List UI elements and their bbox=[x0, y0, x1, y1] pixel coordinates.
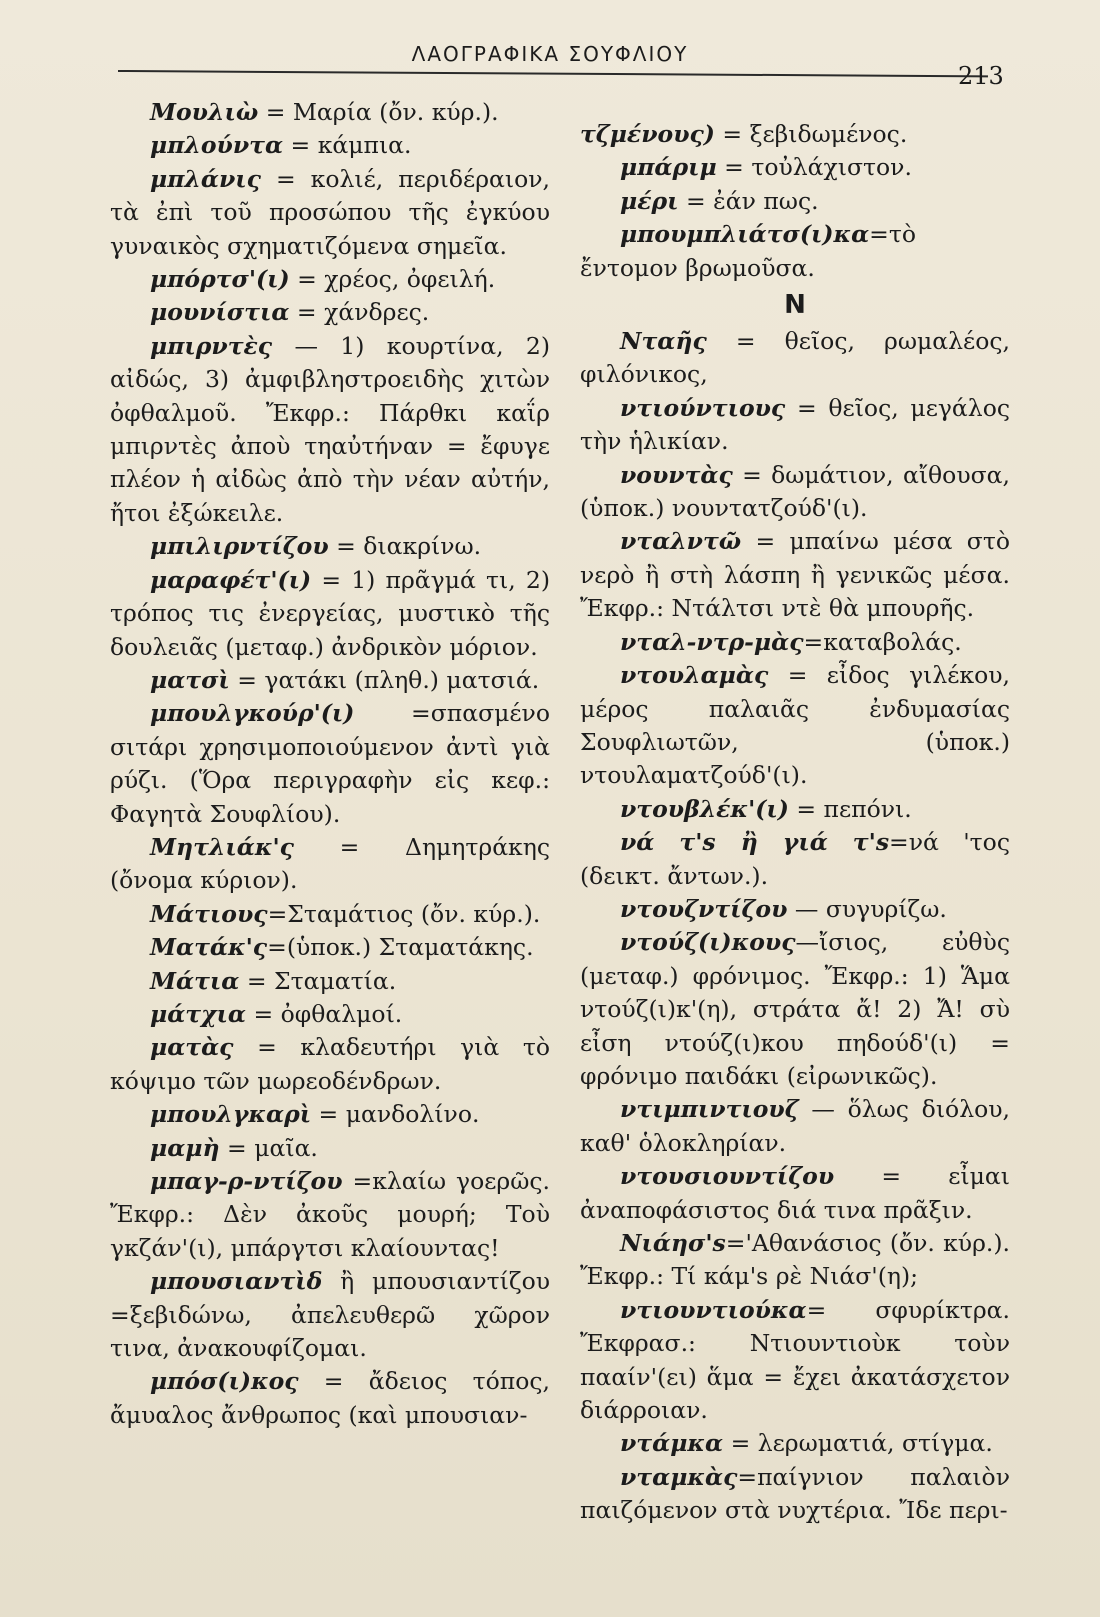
entry-definition: =καταβολάς. bbox=[803, 627, 962, 656]
dictionary-entry bbox=[110, 1265, 550, 1365]
dictionary-entry bbox=[110, 1165, 550, 1265]
dictionary-entry bbox=[580, 1160, 1010, 1227]
page-number: 213 bbox=[958, 62, 1004, 90]
dictionary-entry bbox=[110, 664, 550, 697]
entry-headword: Μητλιάκ'ς bbox=[150, 832, 294, 861]
entry-headword: μαμὴ bbox=[150, 1133, 220, 1162]
dictionary-entry bbox=[580, 926, 1010, 1093]
entry-definition: = θεῖος, μεγάλος τὴν ἡλικίαν. bbox=[580, 393, 1010, 456]
dictionary-entry bbox=[110, 96, 550, 129]
entry-definition: ἢ μπουσιαντίζου =ξεβιδώνω, ἀπελευθερῶ χῶρον τινα, ἀνακουφίζομαι. bbox=[110, 1267, 550, 1363]
left-column bbox=[110, 96, 550, 1432]
entry-definition: =νά 'τος (δεικτ. ἄντων.). bbox=[580, 828, 1010, 890]
dictionary-entry bbox=[580, 1427, 1010, 1460]
entry-headword: ντουλαμὰς bbox=[620, 661, 769, 690]
dictionary-entry bbox=[580, 525, 1010, 625]
entry-headword: ματὰς bbox=[150, 1033, 234, 1062]
entry-definition: = χρέος, ὀφειλή. bbox=[289, 265, 496, 294]
dictionary-entry bbox=[110, 263, 550, 296]
dictionary-entry bbox=[110, 697, 550, 831]
dictionary-entry bbox=[580, 218, 1010, 285]
running-title: ΛΑΟΓΡΑΦΙΚΑ ΣΟΥΦΛΙΟΥ bbox=[411, 42, 689, 66]
entry-definition: = κάμπια. bbox=[283, 131, 412, 160]
entry-headword: μπλούντα bbox=[150, 131, 284, 160]
entry-definition: = θεῖος, ρωμαλέος, φιλόνικος, bbox=[580, 327, 1010, 389]
dictionary-entry bbox=[110, 530, 550, 563]
entry-definition: = μαῖα. bbox=[219, 1133, 318, 1162]
entry-definition: = τοὐλάχιστον. bbox=[716, 153, 912, 182]
dictionary-entry bbox=[580, 793, 1010, 826]
entry-definition: = κλαδευτήρι γιὰ τὸ κόψιμο τῶν μωρεοδένδρων. bbox=[110, 1033, 550, 1095]
entry-definition: —ἴσιος, εὐθὺς (μεταφ.) φρόνιμος. Ἔκφρ.: 1) Ἅμα ντούζ(ι)κ'(η), στράτα ἄ! 2) Ἄ! σὺ εἶση ντούζ(ι)κου πηδούδ'(ι) = φρόνιμο παιδάκι (εἰρωνικῶς). bbox=[580, 928, 1010, 1090]
entry-headword: μέρι bbox=[620, 186, 679, 215]
entry-headword: Μάτιους bbox=[150, 899, 268, 928]
entry-definition: = ἐάν πως. bbox=[678, 186, 819, 215]
entry-definition: = εἶδος γιλέκου, μέρος παλαιᾶς ἐνδυμασίας Σουφλιωτῶν, (ὑποκ.) ντουλαματζούδ'(ι). bbox=[580, 661, 1010, 790]
entry-definition: = Δημητράκης (ὄνομα κύριον). bbox=[110, 832, 550, 895]
entry-definition: = κολιέ, περιδέραιον, τὰ ἐπὶ τοῦ προσώπου τῆς ἐγκύου γυναικὸς σχηματιζόμενα σημεῖα. bbox=[110, 164, 550, 260]
entry-headword: μπουλγκαρὶ bbox=[150, 1100, 312, 1129]
dictionary-entry bbox=[580, 1227, 1010, 1294]
dictionary-entry bbox=[580, 459, 1010, 526]
entry-definition: — 1) κουρτίνα, 2) αἰδώς, 3) ἀμφιβληστροειδὴς χιτὼν ὀφθαλμοῦ. Ἔκφρ.: Πάρθκι καΐρ μπιρντὲς ἀποὺ τηαὐτήναν = ἔφυγε πλέον ἡ αἰδὼς ἀπὸ τὴν νέαν αὐτήν, ἤτοι ἐξώκειλε. bbox=[110, 331, 550, 527]
entry-headword: μπλάνις bbox=[150, 164, 261, 193]
entry-definition: = Μαρία (ὄν. κύρ.). bbox=[258, 98, 499, 126]
entry-headword: μπιλιρντίζου bbox=[150, 532, 329, 561]
entry-definition: =τὸ ἔντομον βρωμοῦσα. bbox=[580, 220, 917, 282]
entry-definition: — συγυρίζω. bbox=[787, 894, 947, 923]
entry-headword: ντιουντιούκα bbox=[620, 1295, 807, 1324]
entry-headword: ντάμκα bbox=[620, 1429, 724, 1458]
dictionary-entry bbox=[110, 163, 550, 263]
dictionary-entry bbox=[110, 965, 550, 998]
entry-headword: ντουσιουντίζου bbox=[620, 1162, 835, 1191]
entry-headword: νουντὰς bbox=[620, 460, 733, 489]
entry-headword: ντιούντιους bbox=[620, 393, 786, 422]
entry-headword: ντούζ(ι)κους bbox=[620, 928, 796, 957]
dictionary-entry bbox=[110, 129, 550, 162]
dictionary-entry bbox=[580, 118, 1010, 151]
dictionary-entry bbox=[110, 898, 550, 931]
dictionary-entry bbox=[110, 1098, 550, 1131]
dictionary-entry bbox=[110, 998, 550, 1031]
dictionary-entry bbox=[110, 330, 550, 530]
entry-headword: Ματάκ'ς bbox=[150, 933, 268, 962]
entry-headword: μουνίστια bbox=[150, 298, 290, 327]
entry-definition: = πεπόνι. bbox=[788, 794, 912, 823]
dictionary-entry bbox=[580, 185, 1010, 218]
dictionary-entry bbox=[580, 659, 1010, 793]
dictionary-entry bbox=[580, 626, 1010, 659]
entry-headword: νταλ-ντρ-μὰς bbox=[620, 627, 804, 656]
dictionary-entry bbox=[580, 893, 1010, 926]
entry-headword: μπόρτσ'(ι) bbox=[150, 265, 290, 294]
entry-headword: μπόσ(ι)κος bbox=[150, 1367, 299, 1396]
entry-headword: μαραφέτ'(ι) bbox=[150, 565, 312, 594]
entry-headword: ντιμπιντιουζ bbox=[620, 1095, 799, 1124]
entry-definition: =(ὑποκ.) Σταματάκης. bbox=[267, 933, 534, 962]
entry-headword: Μάτια bbox=[150, 966, 240, 995]
entry-definition: = 1) πρᾶγμά τι, 2) τρόπος τις ἐνεργείας, μυστικὸ τῆς δουλειᾶς (μεταφ.) ἀνδρικὸν μόριον. bbox=[110, 565, 550, 661]
dictionary-entry bbox=[580, 1093, 1010, 1160]
dictionary-entry bbox=[580, 1294, 1010, 1428]
entry-headword: Νιάησ's bbox=[620, 1229, 726, 1257]
entry-definition: =παίγνιον παλαιὸν παιζόμενον στὰ νυχτέρια. Ἴδε περι- bbox=[580, 1462, 1010, 1525]
dictionary-entry bbox=[110, 1365, 550, 1432]
entry-definition: — ὅλως διόλου, καθ' ὁλοκληρίαν. bbox=[580, 1095, 1010, 1157]
dictionary-entry bbox=[110, 1031, 550, 1098]
dictionary-entry bbox=[580, 826, 1010, 893]
entry-definition: ='Αθανάσιος (ὄν. κύρ.). Ἔκφρ.: Τί κάμ's ρὲ Νιάσ'(η); bbox=[580, 1229, 1010, 1291]
entry-definition: = μπαίνω μέσα στὸ νερὸ ἢ στὴ λάσπη ἢ γενικῶς μέσα. Ἔκφρ.: Ντάλτσι ντὲ θὰ μπουρῆς. bbox=[580, 527, 1010, 623]
entry-definition: = Σταματία. bbox=[239, 966, 397, 995]
entry-definition: = εἶμαι ἀναποφάσιστος διά τινα πρᾶξιν. bbox=[580, 1162, 1010, 1224]
entry-headword: μπάριμ bbox=[620, 153, 717, 182]
entry-headword: νά τ's ἢ γιά τ's bbox=[620, 828, 890, 857]
entry-headword: τζμένους) bbox=[580, 120, 715, 148]
entry-headword: Νταῆς bbox=[620, 327, 707, 356]
right-column bbox=[580, 118, 1010, 1528]
dictionary-entry bbox=[110, 296, 550, 329]
header-rule bbox=[118, 70, 988, 77]
entry-headword: ντουβλέκ'(ι) bbox=[620, 794, 789, 823]
entry-headword: ματσὶ bbox=[150, 665, 230, 694]
dictionary-entry bbox=[580, 392, 1010, 459]
dictionary-entry bbox=[580, 1461, 1010, 1528]
entry-definition: = ὀφθαλμοί. bbox=[246, 999, 403, 1028]
entry-headword: μπαγ-ρ-ντίζου bbox=[150, 1167, 343, 1195]
dictionary-entry bbox=[110, 564, 550, 664]
entry-definition: =σπασμένο σιτάρι χρησιμοποιούμενον ἀντὶ γιὰ ρύζι. (Ὅρα περιγραφὴν εἰς κεφ.: Φαγητὰ Σουφλίου). bbox=[110, 699, 550, 828]
entry-headword: μάτχια bbox=[150, 999, 247, 1028]
entry-definition: = ἄδειος τόπος, ἄμυαλος ἄνθρωπος (καὶ μπουσιαν- bbox=[110, 1367, 550, 1429]
entry-headword: Μουλιὼ bbox=[150, 98, 259, 126]
entry-headword: νταλντῶ bbox=[620, 527, 742, 556]
dictionary-entry bbox=[580, 151, 1010, 184]
entry-definition: =Σταμάτιος (ὄν. κύρ.). bbox=[267, 899, 541, 928]
dictionary-entry bbox=[110, 1132, 550, 1165]
section-letter: Ν bbox=[784, 290, 806, 321]
entry-definition: = μανδολίνο. bbox=[311, 1100, 480, 1129]
dictionary-entry bbox=[580, 325, 1010, 392]
entry-headword: ντουζντίζου bbox=[620, 894, 788, 923]
entry-definition: = λερωματιά, στίγμα. bbox=[723, 1429, 993, 1458]
entry-headword: μπουμπλιάτσ(ι)κα bbox=[620, 220, 870, 249]
dictionary-entry bbox=[110, 931, 550, 964]
entry-headword: μπουσιαντὶδ bbox=[150, 1267, 323, 1296]
entry-definition: = διακρίνω. bbox=[328, 532, 482, 561]
entry-headword: μπιρντὲς bbox=[150, 331, 273, 360]
entry-definition: = ξεβιδωμένος. bbox=[714, 120, 908, 148]
dictionary-entry bbox=[110, 831, 550, 898]
entry-headword: νταμκὰς bbox=[620, 1462, 738, 1491]
entry-definition: =κλαίω γοερῶς. Ἔκφρ.: Δὲν ἀκοῦς μουρή; Τοὺ γκζάν'(ι), μπάργτσι κλαίουντας! bbox=[110, 1167, 550, 1262]
entry-definition: = χάνδρες. bbox=[289, 298, 430, 327]
entry-definition: = σφυρίκτρα. Ἔκφρασ.: Ντιουντιοὺκ τοὺν πααίν'(ει) ἅμα = ἔχει ἀκατάσχετον διάρροιαν. bbox=[580, 1295, 1010, 1425]
entry-definition: = δωμάτιον, αἴθουσα, (ὑποκ.) νουντατζούδ'(ι). bbox=[580, 460, 1010, 523]
entry-headword: μπουλγκούρ'(ι) bbox=[150, 699, 355, 728]
entry-definition: = γατάκι (πληθ.) ματσιά. bbox=[229, 665, 540, 694]
